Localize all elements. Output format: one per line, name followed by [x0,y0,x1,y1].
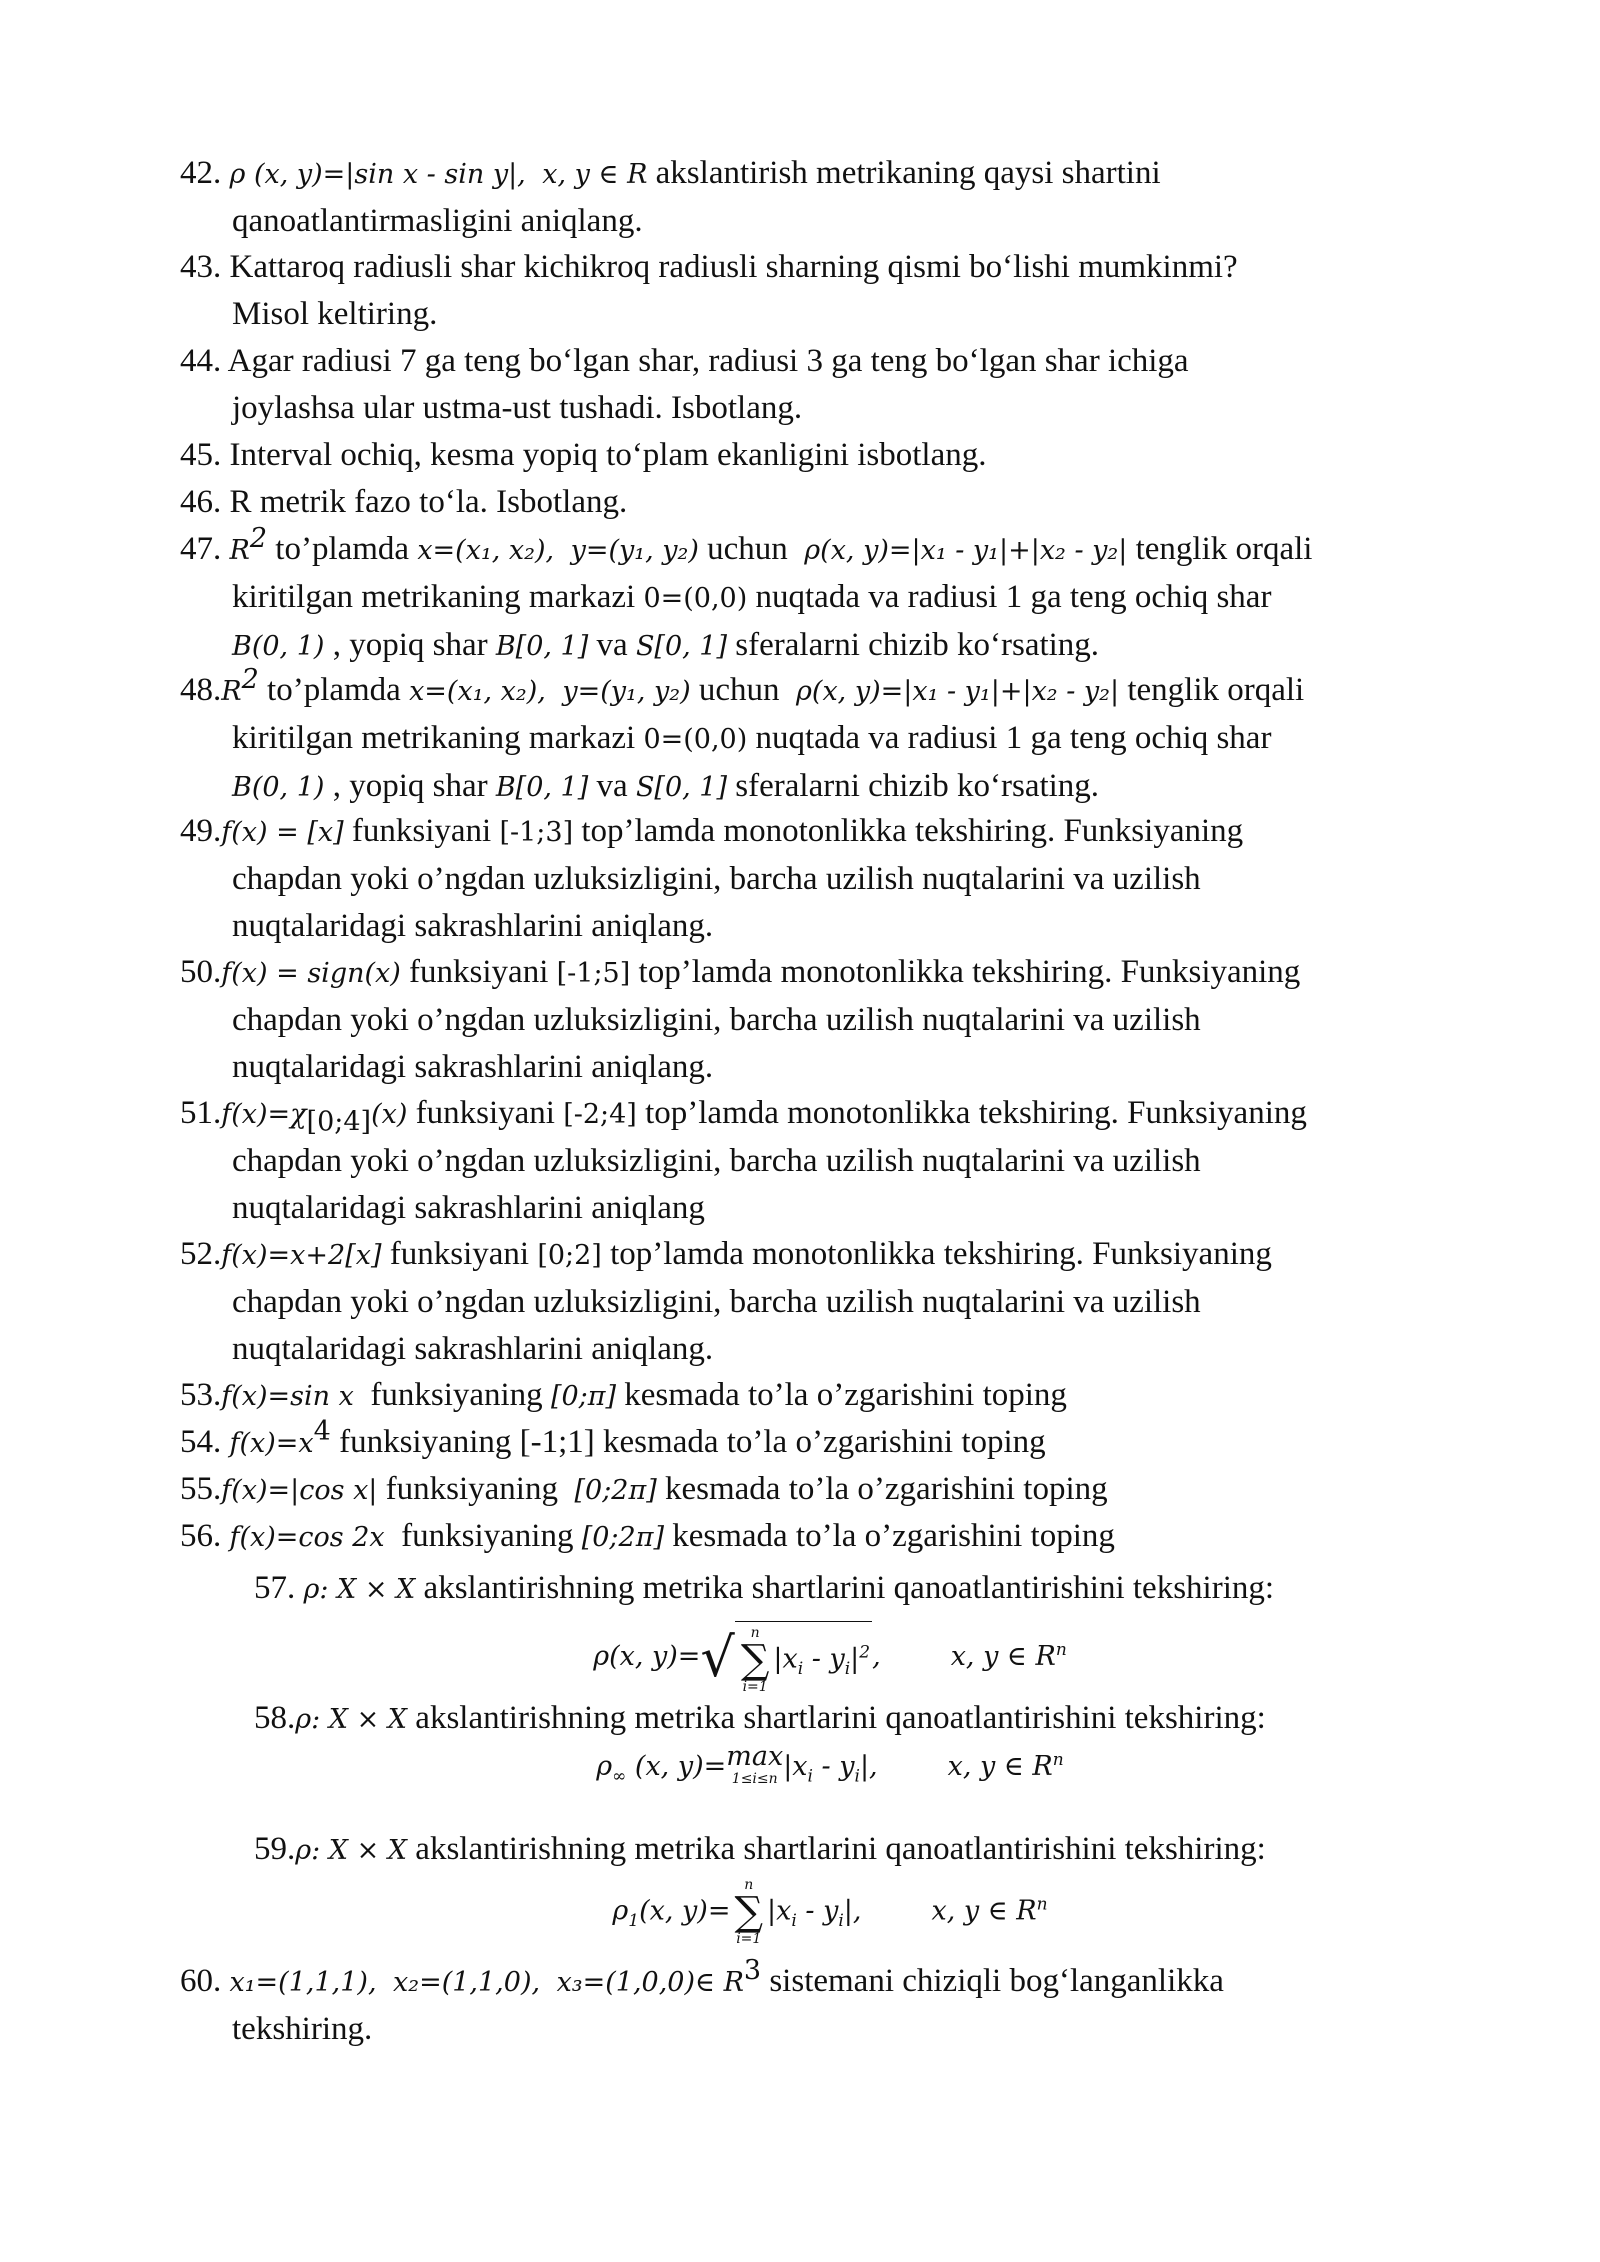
max-range: 1≤i≤n [731,1771,778,1787]
problem-text: tenglik orqali [1135,531,1313,567]
problem-number: 50. [180,954,222,990]
problem-text: Misol keltiring. [232,296,438,332]
problem-text: funksiyani [389,1236,530,1272]
formula-term: (x, y)= [626,1751,727,1782]
math-expression: f(x)=χ [221,1099,307,1130]
problem-text: va [596,627,628,663]
problem-58 [180,1695,1480,1790]
sum-symbol: n ∑ i=1 [740,1625,770,1695]
math-expression: x=(x₁, x₂), [417,535,555,566]
math-expression: f(x)=|cos x| [221,1475,378,1506]
math-expression: [-1;3] [499,817,574,848]
math-expression: S[0, 1] [635,772,728,803]
math-expression: R [221,676,242,707]
problem-52 [180,1231,1480,1373]
problem-text: funksiyaning [370,1377,543,1413]
math-expression: B[0, 1] [495,631,589,662]
problem-text: 44. Agar radiusi 7 ga teng bo‘lgan shar, radiusi 3 ga teng bo‘lgan shar ichiga [180,343,1189,379]
max-operator [726,1743,783,1786]
problem-text: nuqtada va radiusi 1 ga teng ochiq shar [755,720,1272,756]
problem-text: kesmada to’la o’zgarishini toping [665,1471,1108,1507]
problem-49 [180,808,1480,950]
problem-text: akslantirish metrikaning qaysi shartini [655,155,1161,191]
formula-term: |x [783,1751,808,1782]
problem-text: 43. Kattaroq radiusli shar kichikroq radiusli sharning qismi bo‘lishi mumkinmi? [180,249,1238,285]
math-expression: B(0, 1) [232,772,325,803]
math-superscript: 2 [241,664,259,695]
problem-text: nuqtalaridagi sakrashlarini aniqlang. [232,1049,714,1085]
problem-text: funksiyani [409,954,549,990]
math-subscript: i [807,1766,813,1787]
math-expression: y=(y₁, y₂) [562,676,691,707]
math-expression: ρ: X × X [303,1574,416,1605]
sum-lower-limit: i=1 [742,1679,768,1695]
problem-text: funksiyaning [385,1471,558,1507]
formula-term: - y [796,1895,839,1927]
problem-text: top’lamda monotonlikka tekshiring. Funksiyaning [610,1236,1272,1272]
math-expression: ρ: X × X [295,1835,408,1866]
math-superscript: 2 [249,523,268,554]
formula-domain: x, y ∈ R [950,1641,1056,1672]
problem-text: joylashsa ular ustma-ust tushadi. Isbotlang. [232,390,803,426]
formula-term: ρ [612,1895,629,1927]
math-expression: S[0, 1] [635,631,728,662]
problem-text: funksiyaning [401,1518,574,1554]
formula-euclidean-metric [180,1621,1480,1694]
math-expression: x₁=(1,1,1), [229,1967,377,1998]
problem-text: kiritilgan metrikaning markazi [232,720,636,756]
problem-text: nuqtalaridagi sakrashlarini aniqlang [232,1190,705,1226]
problem-text: nuqtalaridagi sakrashlarini aniqlang. [232,908,714,944]
formula-term: ρ [596,1751,613,1782]
max-label: max [726,1741,784,1772]
problem-60 [180,1955,1480,2053]
math-subscript: 1 [628,1910,640,1931]
math-subscript: i [791,1910,797,1931]
formula-domain: x, y ∈ R [947,1751,1053,1782]
problem-number: 47. [180,531,222,567]
formula-term: | [850,1643,860,1675]
sum-upper-limit: n [744,1877,754,1893]
math-subscript: [0;4] [306,1106,372,1138]
problem-number: 52. [180,1236,222,1272]
math-expression: 0=(0,0) [643,724,748,755]
problem-text: sferalarni chizib ko‘rsating. [735,768,1100,804]
problem-text: akslantirishning metrika shartlarini qanoatlantirishini tekshiring: [423,1570,1275,1606]
problem-number: 57. [254,1570,296,1606]
problem-42 [180,150,1480,245]
problem-text: to’plamda [275,531,410,567]
problem-number: 51. [180,1095,222,1131]
problem-text: kesmada to’la o’zgarishini toping [624,1377,1067,1413]
math-expression: f(x)=sin x [221,1381,354,1412]
formula-lhs: ρ(x, y)= [593,1641,701,1672]
problem-text: funksiyani [415,1095,555,1131]
math-expression: [0;2] [537,1240,602,1271]
formula-term: , [872,1641,881,1672]
math-subscript: i [797,1658,804,1679]
math-superscript: n [1036,1894,1048,1915]
problem-number: 58. [254,1700,296,1736]
problem-number: 60. [180,1963,222,1999]
problem-46 [180,479,1480,526]
problem-text: uchun [707,531,788,567]
math-expression: ρ(x, y)=|x₁ - y₁|+|x₂ - y₂| [804,535,1128,566]
problem-text: nuqtalaridagi sakrashlarini aniqlang. [232,1331,714,1367]
math-subscript: i [844,1658,851,1679]
problem-number: 55. [180,1471,222,1507]
problem-text: va [596,768,628,804]
problem-51 [180,1090,1480,1232]
math-superscript: 2 [859,1642,871,1663]
math-expression: B(0, 1) [232,631,325,662]
problem-text: top’lamda monotonlikka tekshiring. Funksiyaning [645,1095,1307,1131]
math-expression: ρ(x, y)=|x₁ - y₁|+|x₂ - y₂| [796,676,1120,707]
problem-text: to’plamda [267,672,401,708]
math-superscript: n [1052,1750,1064,1770]
math-superscript: n [1055,1640,1067,1660]
math-subscript: ∞ [612,1766,627,1787]
math-expression: x, y ∈ R [542,159,648,190]
problem-text: funksiyaning [-1;1] kesmada to’la o’zgarishini toping [339,1424,1046,1460]
math-expression: [0;2π] [574,1475,657,1506]
problem-text: 46. R metrik fazo to‘la. Isbotlang. [180,484,628,520]
math-expression: y=(y₁, y₂) [570,535,699,566]
math-expression: [-2;4] [563,1099,637,1130]
problem-text: nuqtada va radiusi 1 ga teng ochiq shar [755,579,1272,615]
problem-54 [180,1416,1480,1467]
problem-text: tenglik orqali [1127,672,1305,708]
formula-term: - y [812,1751,855,1782]
sum-lower-limit: i=1 [736,1931,762,1947]
problem-text: sistemani chiziqli bog‘langanlikka [769,1963,1224,1999]
problem-47 [180,523,1480,670]
problem-text: qanoatlantirmasligini aniqlang. [232,203,643,239]
sum-upper-limit: n [750,1625,760,1641]
problem-text: uchun [698,672,780,708]
problem-text: 45. Interval ochiq, kesma yopiq to‘plam ekanligini isbotlang. [180,437,987,473]
math-expression: R [229,535,250,566]
math-expression: [0;2π] [581,1522,664,1553]
problem-text: akslantirishning metrika shartlarini qanoatlantirishini tekshiring: [415,1831,1266,1867]
math-expression: x₂=(1,1,0), [393,1967,541,1998]
problem-number: 48. [180,672,222,708]
problem-text: tekshiring. [232,2011,373,2047]
problem-text: chapdan yoki o’ngdan uzluksizligini, barcha uzilish nuqtalarini va uzilish [232,1143,1201,1179]
problem-text: top’lamda monotonlikka tekshiring. Funksiyaning [581,813,1244,849]
formula-term: (x, y)= [639,1895,731,1927]
problem-50 [180,949,1480,1091]
problem-text: kesmada to’la o’zgarishini toping [672,1518,1115,1554]
formula-term: |, [843,1895,862,1927]
math-expression: f(x)=x [229,1428,314,1459]
problem-text: chapdan yoki o’ngdan uzluksizligini, barcha uzilish nuqtalarini va uzilish [232,861,1201,897]
problem-text: chapdan yoki o’ngdan uzluksizligini, barcha uzilish nuqtalarini va uzilish [232,1284,1201,1320]
math-superscript: 3 [743,1955,762,1986]
problem-55 [180,1466,1480,1514]
problem-text: chapdan yoki o’ngdan uzluksizligini, barcha uzilish nuqtalarini va uzilish [232,1002,1201,1038]
problem-48 [180,664,1480,811]
problem-text: funksiyani [351,813,492,849]
problem-number: 49. [180,813,222,849]
problem-number: 54. [180,1424,222,1460]
problem-number: 56. [180,1518,222,1554]
problem-45 [180,432,1480,479]
math-expression: f(x)=x+2[x] [221,1240,382,1271]
problem-number: 42. [180,155,222,191]
formula-term: |x [767,1895,792,1927]
problem-number: 53. [180,1377,222,1413]
math-expression: f(x) = sign(x) [221,958,401,989]
problem-text: top’lamda monotonlikka tekshiring. Funksiyaning [638,954,1301,990]
math-expression: B[0, 1] [495,772,589,803]
formula-taxicab-metric [180,1878,1480,1946]
formula-term: |, [859,1751,878,1782]
math-expression: f(x) = [x] [221,817,344,848]
math-expression: x₃=(1,0,0)∈ R [556,1967,744,1998]
problem-text: sferalarni chizib ko‘rsating. [735,627,1100,663]
formula-term: |x [773,1643,798,1675]
math-expression: x=(x₁, x₂), [409,676,546,707]
problem-44 [180,338,1480,432]
math-expression: 0=(0,0) [643,583,748,614]
math-superscript: 4 [313,1416,331,1447]
problem-text: akslantirishning metrika shartlarini qanoatlantirishini tekshiring: [415,1700,1266,1736]
problem-56 [180,1513,1480,1561]
math-expression: ρ: X × X [295,1704,408,1735]
problem-text: kiritilgan metrikaning markazi [232,579,636,615]
math-expression: f(x)=cos 2x [229,1522,385,1553]
formula-domain: x, y ∈ R [931,1895,1037,1927]
math-expression: ρ (x, y)=|sin x - sin y|, [229,159,526,190]
math-expression: (x) [371,1099,408,1130]
problem-number: 59. [254,1831,296,1867]
formula-term: - y [803,1643,845,1675]
math-subscript: i [838,1910,844,1931]
problem-43 [180,244,1480,338]
problem-text: , yopiq shar [332,768,488,804]
math-subscript: i [854,1766,860,1787]
problem-59 [180,1826,1480,1946]
math-expression: [-1;5] [556,958,631,989]
problem-57 [180,1565,1480,1694]
sqrt-sign: √ [700,1625,735,1689]
sum-symbol: n ∑ i=1 [734,1877,764,1947]
formula-max-metric [180,1743,1480,1790]
sqrt [700,1621,872,1694]
math-expression: [0;π] [550,1381,617,1412]
problem-53 [180,1372,1480,1420]
problem-text: , yopiq shar [332,627,488,663]
